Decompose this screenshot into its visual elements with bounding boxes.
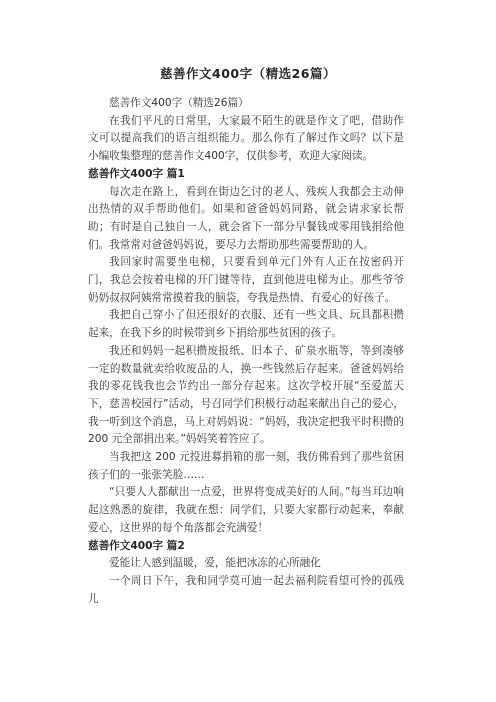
paragraph: 当我把这 200 元投进募捐箱的那一刻，我仿佛看到了那些贫困孩子们的一张张笑脸…… bbox=[88, 451, 404, 481]
paragraph: 一个周日下午，我和同学莫可迪一起去福利院看望可怜的孤残儿 bbox=[88, 574, 404, 605]
section-heading: 慈善作文400字 篇1 bbox=[88, 167, 185, 180]
paragraph: 爱能让人感到温暖，爱，能把冰冻的心所融化 bbox=[109, 557, 321, 570]
section-heading: 慈善作文400字 篇2 bbox=[88, 539, 185, 552]
paragraph: 慈善作文400字（精选26篇） bbox=[109, 97, 249, 109]
page-title: 慈善作文400字（精选26篇） bbox=[160, 66, 336, 81]
document-body bbox=[88, 95, 404, 608]
paragraph: 我把自己穿小了但还很好的衣服、还有一些文具、玩具都积攒起来，在我下乡的时候带到乡下捐给那些贫困的孩子。 bbox=[88, 309, 404, 340]
paragraph: 我回家时需要坐电梯，只要看到单元门外有人正在按密码开门，我总会按着电梯的开门键等待，直到他进电梯为止。那些爷爷奶奶叔叔阿姨常常摸着我的脑袋，夸我是热情、有爱心的好孩子。 bbox=[88, 256, 404, 304]
paragraph: “只要人人都献出一点爱，世界将变成美好的人间。”每当耳边响起这熟悉的旋律，我就在想：同学们，只要大家都行动起来，奉献爱心，这世界的每个角落都会充满爱！ bbox=[88, 486, 404, 534]
paragraph: 我还和妈妈一起积攒废报纸、旧本子、矿泉水瓶等，等到凑够一定的数量就卖给收废品的人，换一些钱然后存起来。爸爸妈妈给我的零花钱我也会节约出一部分存起来。这次学校开展“至爱蓝天下，慈善校园行”活动，号召同学们积极行动起来献出自己的爱心，我一听到这个消息，马上对妈妈说：“妈妈，我决定把我平时积攒的 200 元全部捐出来。”妈妈笑着答应了。 bbox=[88, 344, 404, 446]
paragraph: 在我们平凡的日常里，大家最不陌生的就是作文了吧，借助作文可以提高我们的语言组织能力。那么你有了解过作文吗？以下是小编收集整理的慈善作文400字，仅供参考，欢迎大家阅读。 bbox=[88, 114, 404, 163]
paragraph: 每次走在路上，看到在街边乞讨的老人、残疾人我都会主动伸出热情的双手帮助他们。如果和爸爸妈妈同路，就会请求家长帮助；有时是自己独自一人，就会省下一部分早餐钱或零用钱捐给他们。我常常对爸爸妈妈说，要尽力去帮助那些需要帮助的人。 bbox=[88, 185, 404, 251]
